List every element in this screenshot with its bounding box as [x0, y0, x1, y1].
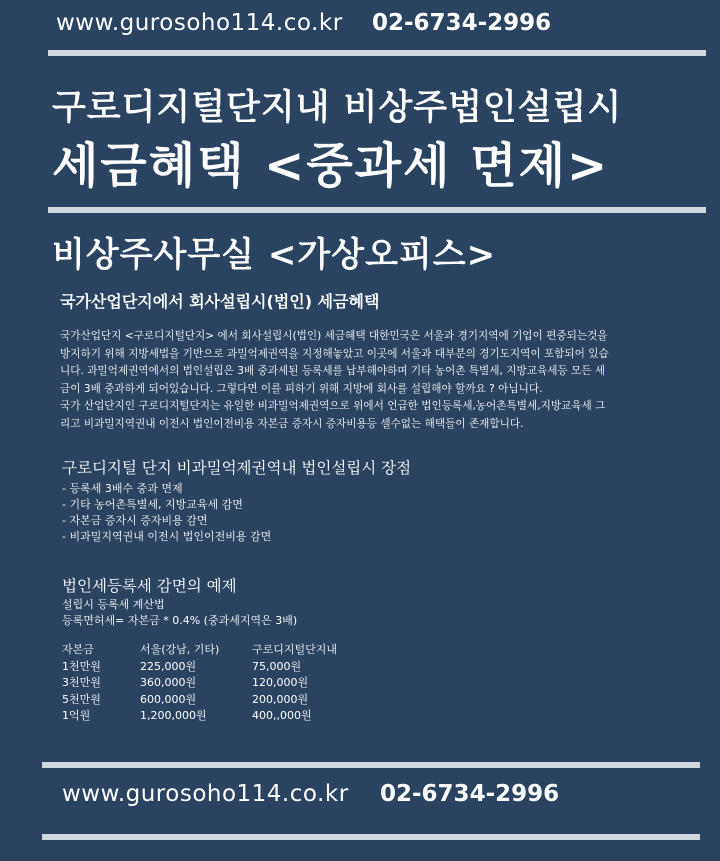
- tax-table: [62, 642, 392, 725]
- intro-line: 니다. 과밀억제권역에서의 법인설립은 3배 중과세된 등록세를 납부해야하며 기타 농어촌 특별세, 지방교육세등 모든 세: [60, 365, 606, 378]
- example-title: 법인세등록세 감면의 예제: [62, 577, 237, 595]
- calc-label: 설립시 등록세 계산법: [62, 598, 165, 611]
- table-row: [62, 675, 392, 692]
- middle-divider: [48, 207, 706, 213]
- table-cell: 5천만원: [62, 692, 101, 706]
- table-cell: 200,000원: [252, 692, 309, 706]
- list-item: - 등록세 3배수 중과 면제: [62, 482, 183, 495]
- benefits-list: [62, 481, 271, 545]
- table-header-cell: 서울(강남, 기타): [140, 643, 220, 656]
- table-header-cell: 자본금: [62, 643, 94, 656]
- header-url-link[interactable]: www.gurosoho114.co.kr: [56, 10, 343, 36]
- footer-phone-number: 02-6734-2996: [380, 781, 560, 807]
- intro-line: 방지하기 위해 지방세법을 기반으로 과밀억제권역을 지정해놓았고 이곳에 서울과 대부분의 경기도지역이 포함되어 있습: [60, 347, 609, 360]
- table-header-cell: 구로디지털단지내: [252, 643, 338, 656]
- intro-paragraph: [60, 328, 712, 434]
- subheading: 국가산업단지에서 회사설립시(법인) 세금혜택: [60, 292, 380, 311]
- list-item: - 비과밀지역권내 이전시 법인이전비용 감면: [62, 530, 272, 543]
- list-item: - 기타 농어촌특별세, 지방교육세 감면: [62, 498, 243, 511]
- headline-line3: 비상주사무실 <가상오피스>: [52, 235, 497, 275]
- table-cell: 400,,000원: [252, 709, 312, 722]
- table-cell: 1억원: [62, 709, 91, 722]
- table-row: [62, 708, 392, 725]
- table-cell: 225,000원: [140, 659, 197, 673]
- table-cell: 75,000원: [252, 659, 302, 673]
- headline-line2: 세금혜택 <중과세 면제>: [52, 138, 610, 194]
- table-row: [62, 692, 392, 709]
- intro-line: 국가산업단지 <구로디지털단지> 에서 회사설립시(법인) 세금혜택 대한민국은 서울과 경기지역에 기업이 편중되는것을: [60, 330, 608, 342]
- intro-line: 국가 산업단지인 구로디지털단지는 유일한 비과밀억제권역으로 위에서 언급한 법인등록세,농어촌특별세,지방교육세 그: [60, 400, 606, 413]
- benefits-title: 구로디지털 단지 비과밀억제권역내 법인설립시 장점: [62, 459, 412, 477]
- table-cell: 120,000원: [252, 676, 309, 689]
- table-cell: 1,200,000원: [140, 709, 207, 722]
- intro-line: 리고 비과밀지역권내 이전시 법인이전비용 자본금 증자시 증자비용등 셀수없는 해택들이 존재합니다.: [60, 417, 524, 430]
- top-divider: [48, 50, 706, 56]
- table-cell: 360,000원: [140, 676, 197, 689]
- headline-line1: 구로디지털단지내 비상주법인설립시: [52, 88, 623, 128]
- table-cell: 3천만원: [62, 676, 101, 689]
- intro-line: 금이 3배 중과하게 되어있습니다. 그렇다면 이를 피하기 위해 지방에 회사를 설립해야 할까요 ? 아닙니다.: [60, 382, 543, 395]
- table-cell: 1천만원: [62, 659, 101, 673]
- footer-url-link[interactable]: www.gurosoho114.co.kr: [62, 781, 349, 807]
- formula-text: 등록면허세= 자본금 * 0.4% (중과세지역은 3배): [62, 614, 298, 627]
- footer-divider: [42, 834, 700, 840]
- table-row: [62, 659, 392, 676]
- bottom-divider: [42, 762, 700, 768]
- list-item: - 자본금 증자시 증자비용 감면: [62, 514, 208, 527]
- table-header-row: [62, 642, 392, 659]
- header-phone-number: 02-6734-2996: [372, 10, 552, 36]
- table-cell: 600,000원: [140, 692, 197, 706]
